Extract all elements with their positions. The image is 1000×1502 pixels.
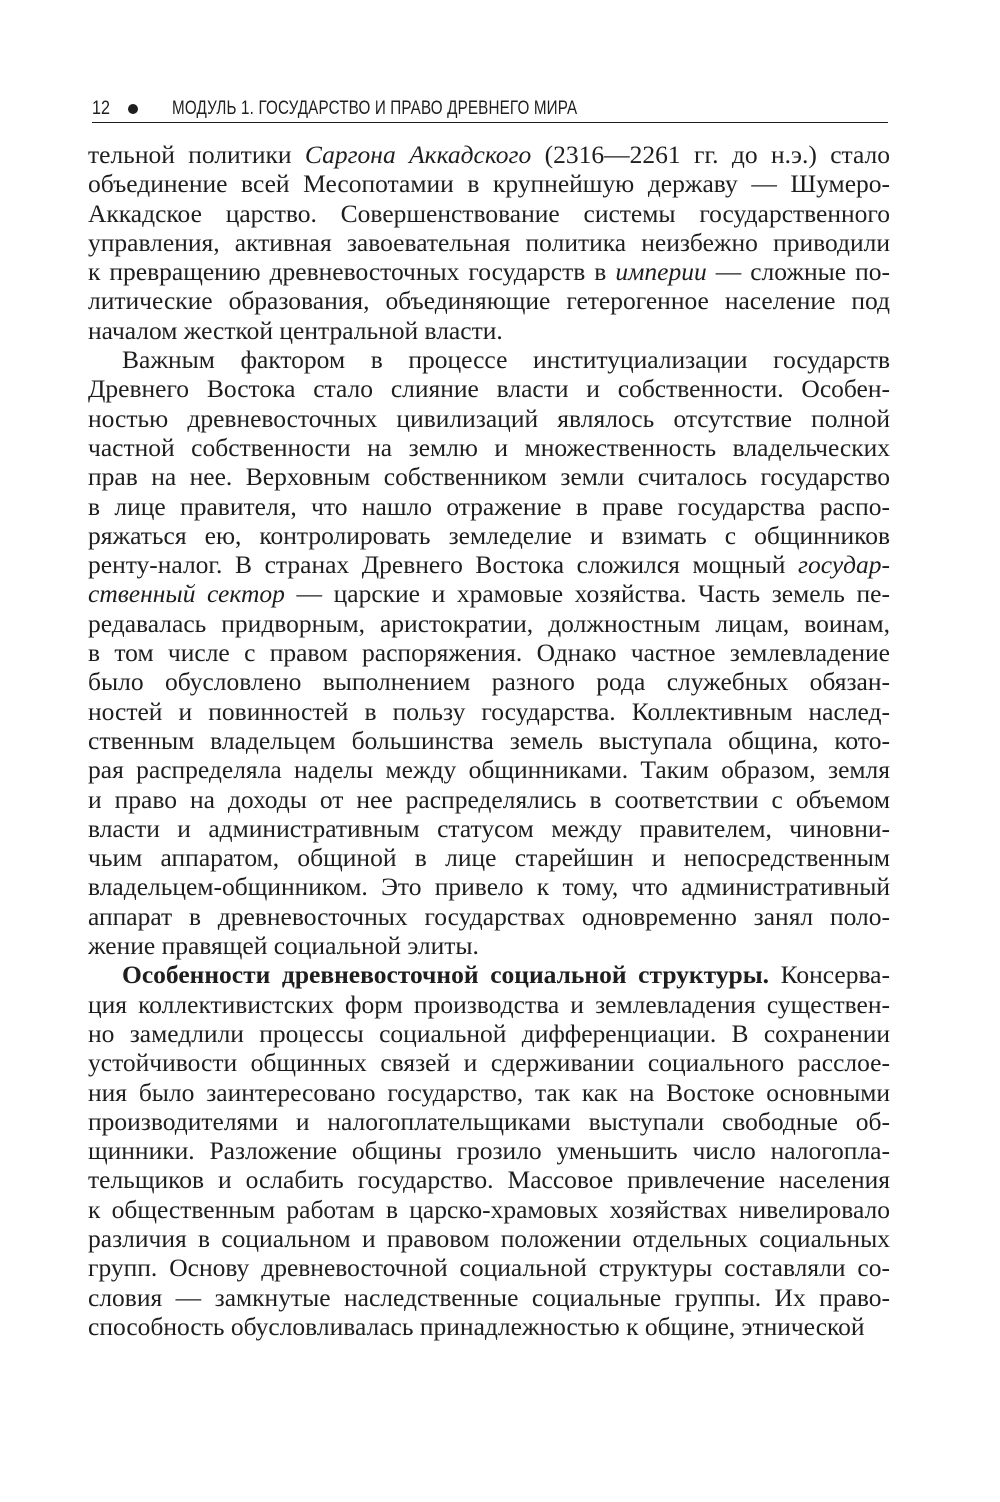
text-line: ряжаться ею, контролировать земледелие и взимать с общинников <box>88 520 890 550</box>
text-line: в том числе с правом распоряжения. Однако частное землевладение <box>88 638 890 668</box>
text-line: устойчивости общинных связей и сдерживании социального расслое- <box>88 1048 890 1078</box>
text-line: началом жесткой центральной власти. <box>88 315 503 345</box>
running-header <box>92 98 888 123</box>
text-line: ния было заинтересовано государство, так как на Востоке основными <box>88 1077 890 1107</box>
text-line: ственным владельцем большинства земель выступала община, кото- <box>88 725 890 755</box>
text-line: тельной политики Саргона Аккадского (2316—2261 гг. до н.э.) стало <box>88 140 890 169</box>
text-line: в лице правителя, что нашло отражение в праве государства распо- <box>88 491 890 521</box>
text-line: словия — замкнутые наследственные социальные группы. Их право- <box>88 1282 890 1312</box>
bullet-separator <box>128 104 138 114</box>
text-line: производителями и налогоплательщиками выступали свободные об- <box>88 1106 890 1136</box>
paragraph-1 <box>88 140 890 345</box>
text-line: аппарат в древневосточных государствах одновременно занял поло- <box>88 901 890 931</box>
text-line: различия в социальном и правовом положении отдельных социальных <box>88 1223 890 1253</box>
paragraph-2 <box>88 345 890 960</box>
text-line: Древнего Востока стало слияние власти и собственности. Особен- <box>88 374 890 404</box>
text-line: чьим аппаратом, общиной в лице старейшин и непосредственным <box>88 843 890 873</box>
text-line: литические образования, объединяющие гетерогенное население под <box>88 286 890 316</box>
text-line: владельцем-общинником. Это привело к тому, что административный <box>88 872 890 902</box>
text-line: объединение всей Месопотамии в крупнейшую державу — Шумеро- <box>88 169 890 199</box>
text-line: ностей и повинностей в пользу государства. Коллективным наслед- <box>88 696 890 726</box>
text-line: ция коллективистских форм производства и землевладения существен- <box>88 989 890 1019</box>
text-line: рая распределяла наделы между общинниками. Таким образом, земля <box>88 755 890 785</box>
text-line: Аккадское царство. Совершенствование системы государственного <box>88 198 890 228</box>
paragraph-3 <box>88 960 890 1341</box>
text-line: к превращению древневосточных государств в империи — сложные по- <box>88 257 891 287</box>
text-line: ственный сектор — царские и храмовые хозяйства. Часть земель пе- <box>88 579 890 609</box>
text-line: власти и административным статусом между правителем, чиновни- <box>88 813 890 843</box>
text-line: но замедлили процессы социальной дифференциации. В сохранении <box>88 1018 890 1048</box>
text-line: Особенности древневосточной социальной структуры. Консерва- <box>122 960 890 990</box>
text-line: Важным фактором в процессе институциализации государств <box>122 345 890 375</box>
text-line: ностью древневосточных цивилизаций являлось отсутствие полной <box>88 403 890 433</box>
body-text <box>88 140 890 1341</box>
text-line: было обусловлено выполнением разного рода служебных обязан- <box>88 667 890 697</box>
text-line: щинники. Разложение общины грозило уменьшить число налогопла- <box>88 1136 890 1166</box>
text-line: управления, активная завоевательная политика неизбежно приводили <box>88 227 890 257</box>
text-line: частной собственности на землю и множественность владельческих <box>88 432 890 462</box>
text-line: жение правящей социальной элиты. <box>88 931 479 961</box>
text-line: ренту-налог. В странах Древнего Востока сложился мощный государ- <box>88 550 890 580</box>
text-line: и право на доходы от нее распределялись в соответствии с объемом <box>88 784 890 814</box>
text-line: тельщиков и ослабить государство. Массовое привлечение населения <box>88 1165 890 1195</box>
text-line: групп. Основу древневосточной социальной структуры составляли со- <box>88 1253 890 1283</box>
text-line: редавалась придворным, аристократии, должностным лицам, воинам, <box>88 608 890 638</box>
text-line: прав на нее. Верховным собственником земли считалось государство <box>88 462 890 492</box>
page-number: 12 <box>92 98 110 119</box>
module-title: МОДУЛЬ 1. ГОСУДАРСТВО И ПРАВО ДРЕВНЕГО МИРА <box>172 98 578 119</box>
text-line: способность обусловливалась принадлежностью к общине, этнической <box>88 1311 865 1341</box>
text-line: к общественным работам в царско-храмовых хозяйствах нивелировало <box>88 1194 890 1224</box>
